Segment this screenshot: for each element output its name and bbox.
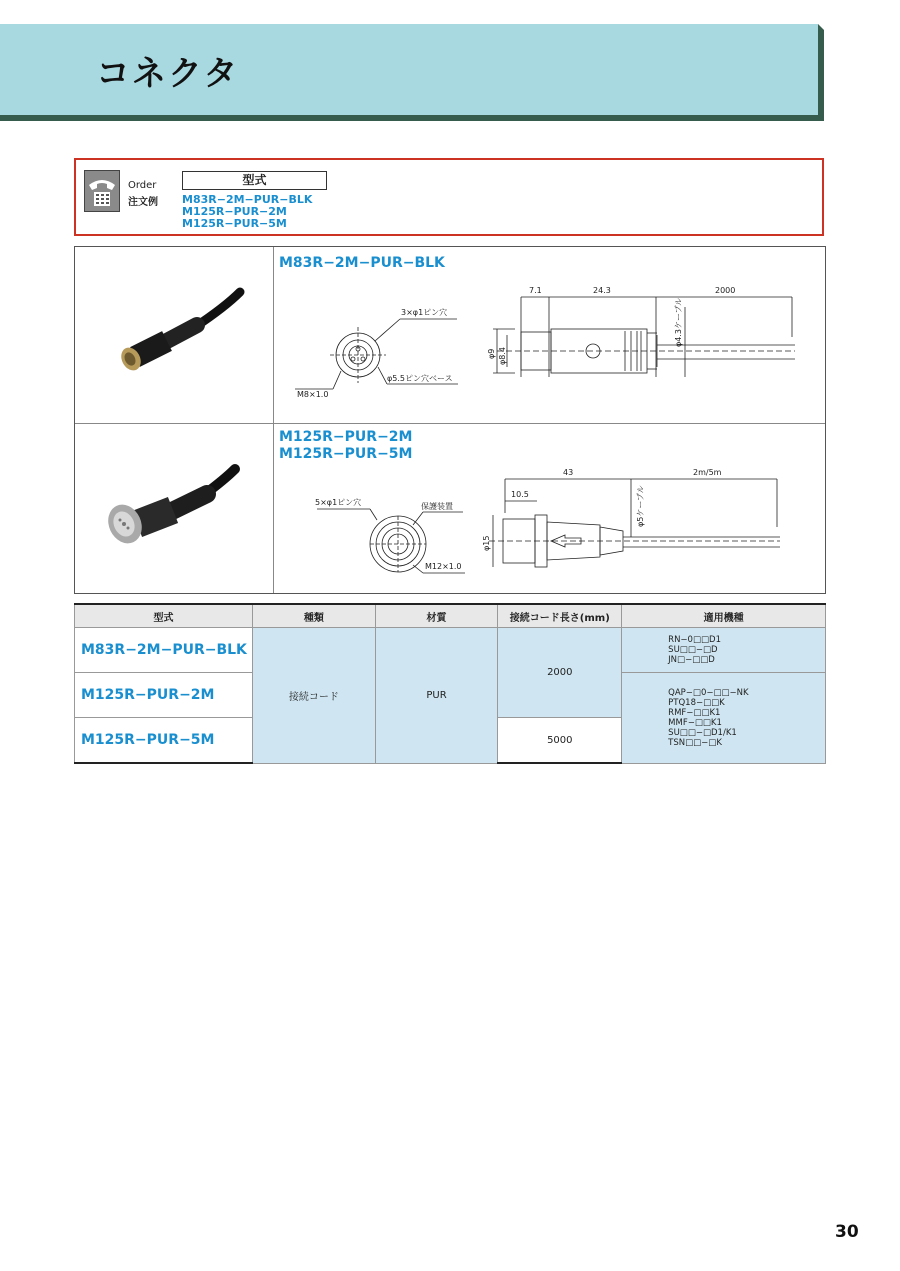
page-title: コネクタ bbox=[96, 54, 240, 94]
order-example-box bbox=[74, 158, 824, 236]
dim-c-m8: 2000 bbox=[715, 286, 736, 295]
th-machines: 適用機種 bbox=[622, 604, 826, 628]
th-type: 種類 bbox=[252, 604, 375, 628]
product-photo-m8 bbox=[75, 247, 273, 423]
machine-item: MMF−□□K1 bbox=[668, 717, 722, 728]
cell-model: M83R−2M−PUR−BLK bbox=[75, 628, 253, 673]
header-shadow-bottom bbox=[0, 115, 824, 121]
product-name-m12-5m: M125R−PUR−5M bbox=[279, 446, 413, 462]
cell-material: PUR bbox=[375, 628, 498, 764]
dim-pin-holes-m8: 3×φ1ピン穴 bbox=[401, 308, 448, 317]
dim-pin-base-m8: φ5.5ピン穴ベース bbox=[387, 374, 453, 383]
machine-item: SU□□−□D bbox=[668, 645, 718, 655]
cell-length: 2000 bbox=[498, 628, 622, 718]
machine-item: RN−0□□D1 bbox=[668, 635, 721, 645]
dim-b-m12: 10.5 bbox=[511, 490, 529, 499]
machine-item: QAP−□0−□□−NK bbox=[668, 687, 749, 698]
machine-item: JN□−□□D bbox=[668, 655, 715, 665]
cell-length: 5000 bbox=[498, 718, 622, 764]
th-material: 材質 bbox=[375, 604, 498, 628]
dim-c-m12: 2m/5m bbox=[693, 468, 722, 477]
dim-d84-m8: φ8.4 bbox=[498, 347, 507, 365]
dim-thread-m12: M12×1.0 bbox=[425, 562, 462, 571]
product-photo-m12 bbox=[75, 424, 273, 594]
dim-a-m8: 7.1 bbox=[529, 286, 542, 295]
order-label-jp: 注文例 bbox=[128, 197, 158, 208]
header-shadow-corner bbox=[818, 24, 824, 30]
cell-model: M125R−PUR−5M bbox=[75, 718, 253, 764]
order-model-header: 型式 bbox=[182, 171, 327, 190]
machine-item: SU□□−□D1/K1 bbox=[668, 727, 737, 738]
machine-item: TSN□□−□K bbox=[668, 737, 722, 748]
cell-machines bbox=[622, 673, 826, 764]
machine-item: PTQ18−□□K bbox=[668, 697, 725, 708]
panel-divider-vertical bbox=[273, 247, 274, 593]
dim-d9-m8: φ9 bbox=[487, 348, 496, 359]
order-example-1: M83R−2M−PUR−BLK bbox=[182, 193, 313, 206]
product-name-m8: M83R−2M−PUR−BLK bbox=[279, 255, 445, 271]
th-length: 接続コード長さ(mm) bbox=[498, 604, 622, 628]
cell-type: 接続コード bbox=[252, 628, 375, 764]
order-example-2: M125R−PUR−2M bbox=[182, 205, 287, 218]
dim-pin-holes-m12: 5×φ1ピン穴 bbox=[315, 498, 362, 507]
page-number: 30 bbox=[835, 1222, 859, 1242]
th-model: 型式 bbox=[75, 604, 253, 628]
product-panel bbox=[74, 246, 826, 594]
dim-b-m8: 24.3 bbox=[593, 286, 611, 295]
dim-cable-m12: φ5ケーブル bbox=[636, 485, 645, 527]
telephone-icon bbox=[84, 170, 120, 212]
dim-protect-m12: 保護装置 bbox=[421, 502, 453, 511]
order-label-en: Order bbox=[128, 180, 157, 191]
cell-machines bbox=[622, 628, 826, 673]
dim-thread-m8: M8×1.0 bbox=[297, 390, 329, 399]
dim-d15-m12: φ15 bbox=[482, 535, 491, 551]
product-name-m12-2m: M125R−PUR−2M bbox=[279, 429, 413, 445]
header-shadow-side bbox=[818, 30, 824, 121]
dimension-drawing-m12 bbox=[275, 467, 825, 592]
dim-a-m12: 43 bbox=[563, 468, 574, 477]
dim-cable-m8: φ4.3ケーブル bbox=[674, 297, 683, 347]
order-example-3: M125R−PUR−5M bbox=[182, 217, 287, 230]
table-row bbox=[75, 628, 826, 673]
cell-model: M125R−PUR−2M bbox=[75, 673, 253, 718]
machine-item: RMF−□□K1 bbox=[668, 707, 721, 718]
spec-table bbox=[74, 603, 826, 764]
dimension-drawing-m8 bbox=[275, 277, 825, 422]
